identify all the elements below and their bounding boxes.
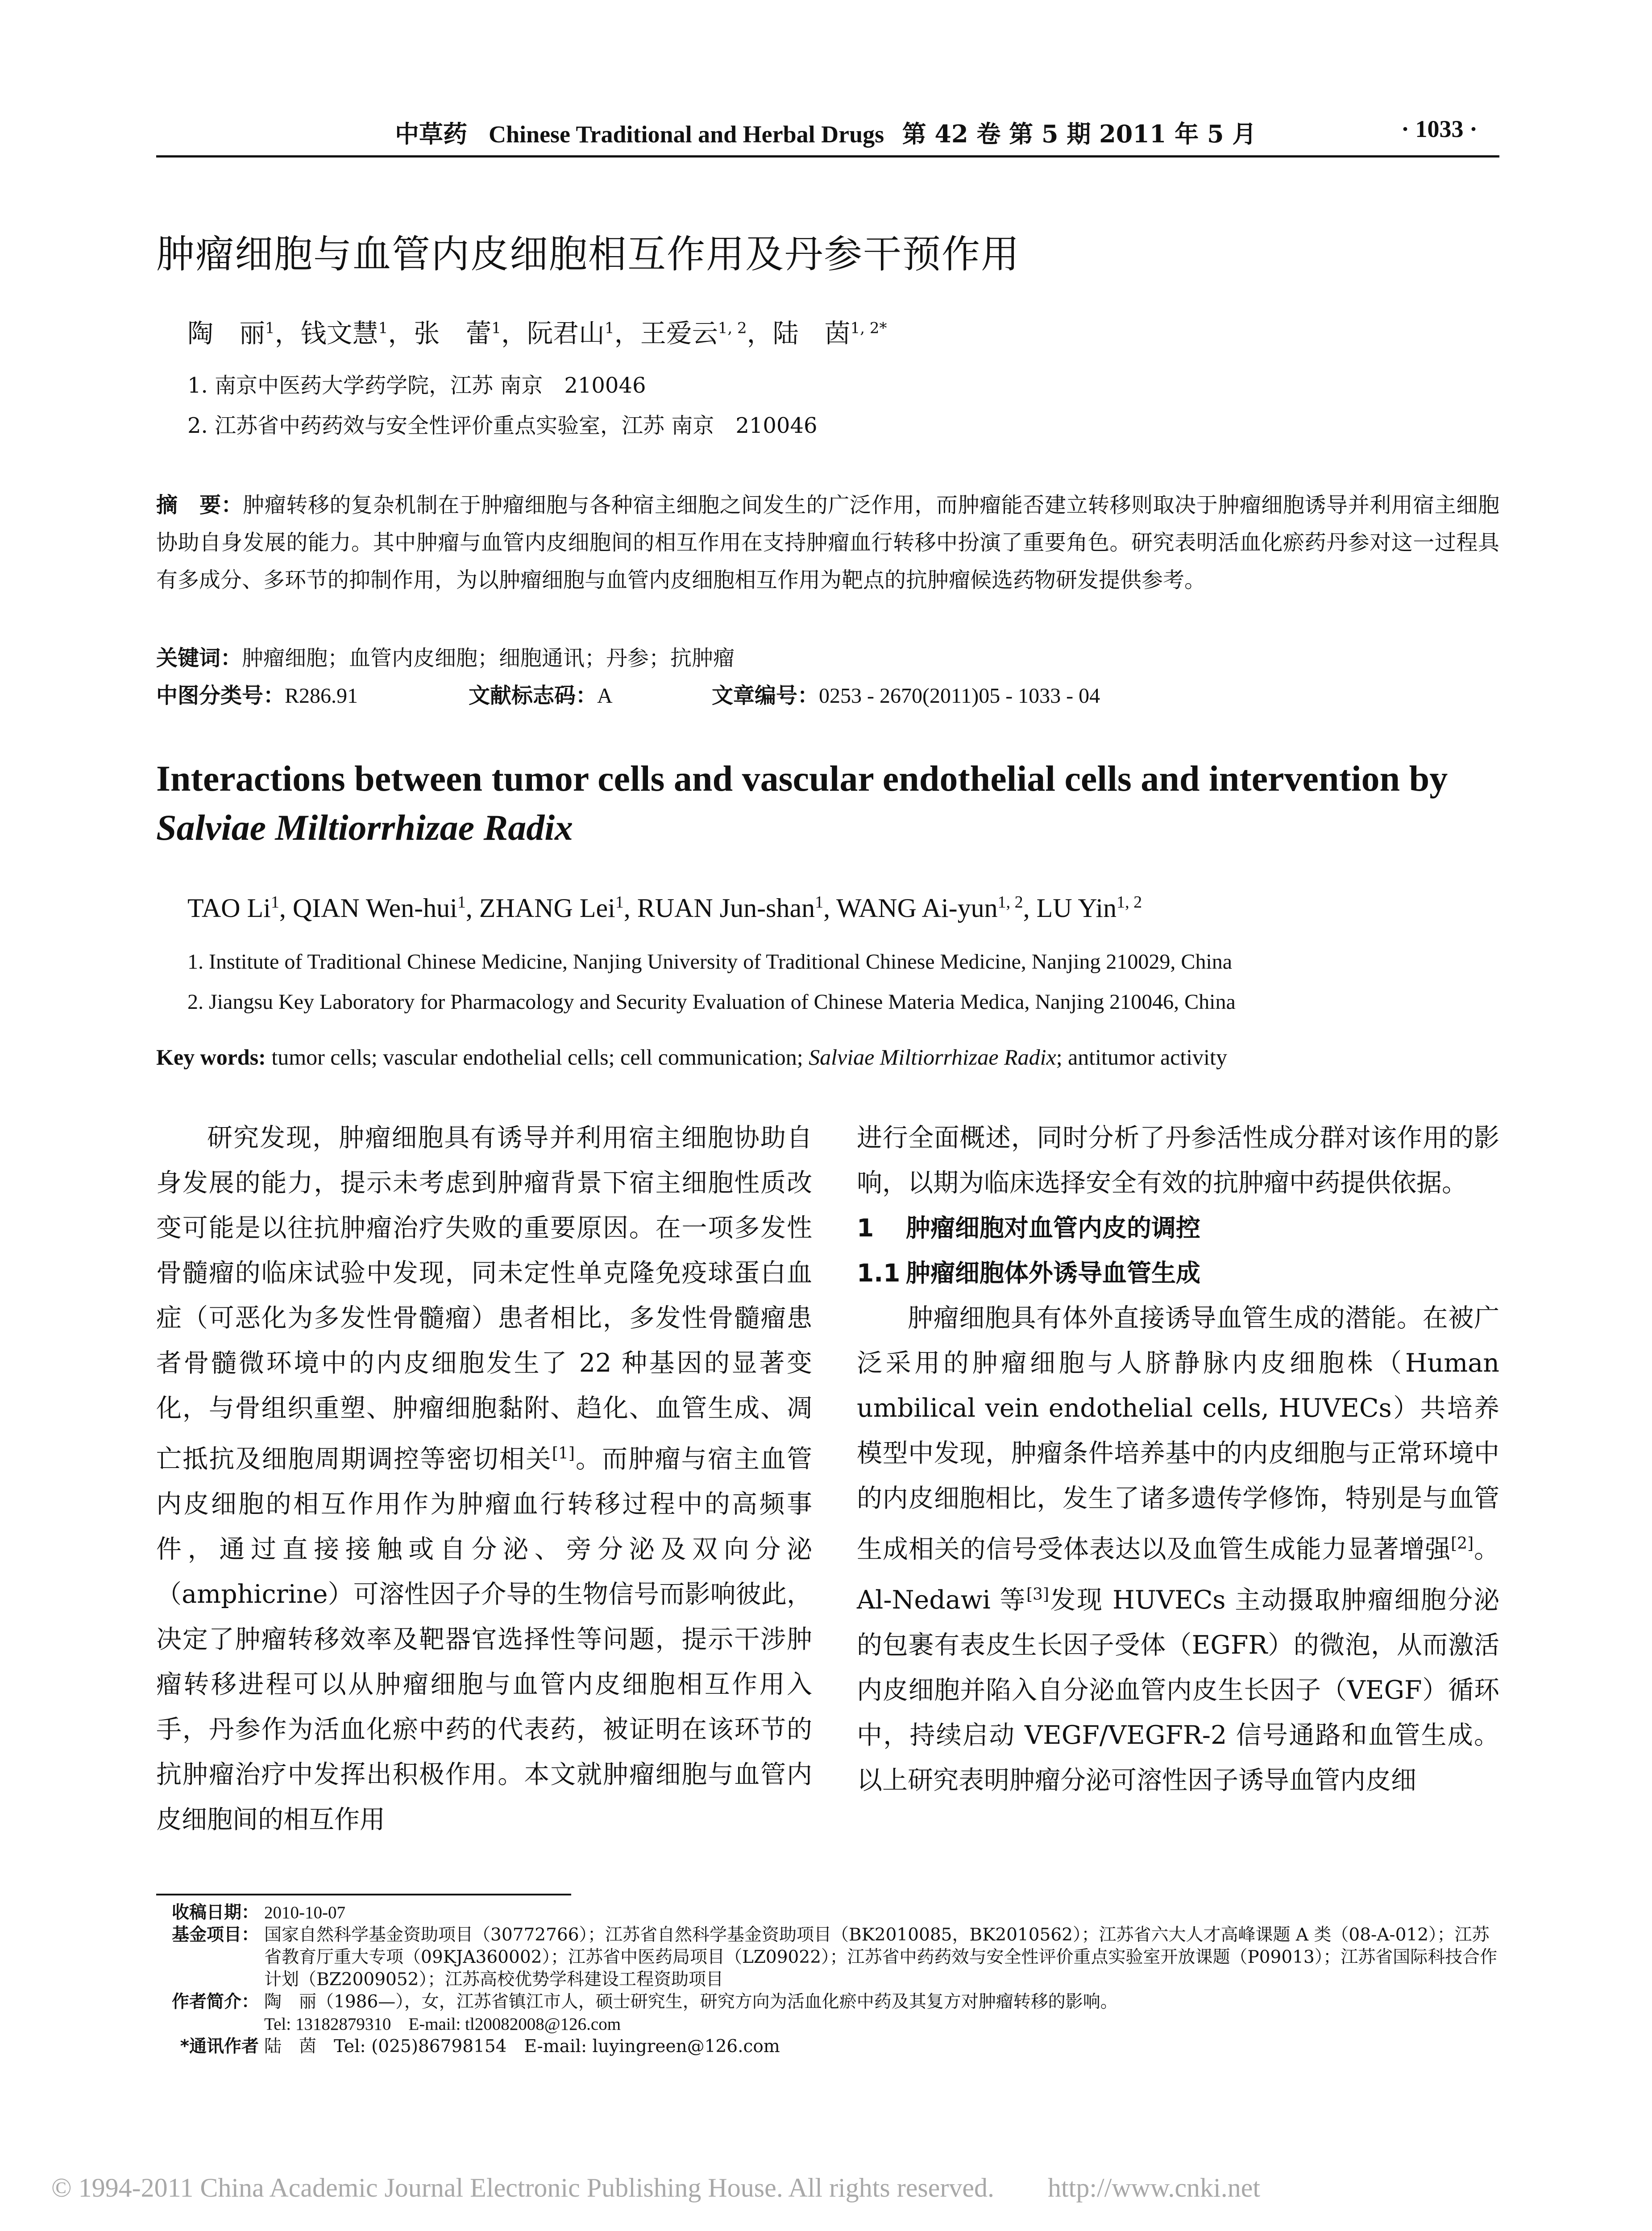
abstract-label: 摘 要： [156,493,243,518]
author-affil-sup: 1 [605,319,614,337]
author-name: 张 蕾 [414,318,492,348]
keywords-en: Key words: tumor cells; vascular endothelial cells; cell communication; Salviae Miltiorrhizae Radix; antitumor activity [156,1045,1227,1070]
footnote-funding: 基金项目： 国家自然科学基金资助项目（30772766）；江苏省自然科学基金资助项目（BK2010085，BK2010562）；江苏省六大人才高峰课题 A 类（08-A-012）；江苏省教育厅重大专项（09KJA360002）；江苏省中医药局项目（LZ09022）；江苏省中药药效与安全性评价重点实验室开放课题（P09013）；江苏省国际科技合作计划（BZ2009052）；江苏高校优势学科建设工程资助项目 [171,1925,1498,1990]
author-name: 陆 茵 [772,318,851,348]
footnotes [156,1902,1499,2058]
citation-link[interactable]: [3] [1026,1585,1049,1604]
journal-name-en [489,115,1256,149]
footnote-corresponding: *通讯作者 陆 茵 Tel: (025)86798154 E-mail: luyingreen@126.com [180,2036,780,2057]
keywords-cn [156,641,735,672]
footnote-rule [156,1894,571,1895]
author-list-cn: 陶 丽$^1$，钱文慧$^1$，张 蕾$^1$，阮君山$^1$，王爱云$^{1, 2}$，陆 茵$^{1, 2*}$ [187,318,887,348]
document-code: 文献标志码：A [469,683,613,708]
keywords-text: 肿瘤细胞；血管内皮细胞；细胞通讯；丹参；抗肿瘤 [242,646,735,671]
clc-number: 中图分类号：R286.91 [156,683,358,708]
author-affil-sup: 1 [815,893,824,912]
author-name: 钱文慧 [300,318,378,348]
body-paragraph: 研究发现，肿瘤细胞具有诱导并利用宿主细胞协助自身发展的能力，提示未考虑到肿瘤背景下宿主细胞性质改变可能是以往抗肿瘤治疗失败的重要原因。在一项多发性骨髓瘤的临床试验中发现，同未定性单克隆免疫球蛋白血症（可恶化为多发性骨髓瘤）患者相比，多发性骨髓瘤患者骨髓微环境中的内皮细胞发生了 22 种基因的显著变化，与骨组织重塑、肿瘤细胞黏附、趋化、血管生成、凋亡抵抗及细胞周期调控等密切相关[1]。而肿瘤与宿主血管内皮细胞的相互作用作为肿瘤血行转移过程中的高频事件，通过直接接触或自分泌、旁分泌及双向分泌（amphicrine）可溶性因子介导的生物信号而影响彼此，决定了肿瘤转移效率及靶器官选择性等问题，提示干涉肿瘤转移进程可以从肿瘤细胞与血管内皮细胞相互作用入手，丹参作为活血化瘀中药的代表药，被证明在该环节的抗肿瘤治疗中发挥出积极作用。本文就肿瘤细胞与血管内皮细胞间的相互作用 [156,1123,812,1834]
author-affil-sup: 1 [615,893,624,912]
footnote-received: 收稿日期： 2010-10-07 [171,1903,345,1923]
affiliation-cn-1: 1. 南京中医药大学药学院，江苏 南京 210046 [187,373,646,398]
section-heading: 1 肿瘤细胞对血管内皮的调控 [857,1214,1201,1242]
author-name: 阮君山 [527,318,605,348]
article-title-cn: 肿瘤细胞与血管内皮细胞相互作用及丹参干预作用 [156,232,1020,277]
journal-title-en: Chinese Traditional and Herbal Drugs [489,121,884,148]
abstract-text: 肿瘤转移的复杂机制在于肿瘤细胞与各种宿主细胞之间发生的广泛作用，而肿瘤能否建立转移则取决于肿瘤细胞诱导并利用宿主细胞协助自身发展的能力。其中肿瘤与血管内皮细胞间的相互作用在支持肿瘤血行转移中扮演了重要角色。研究表明活血化瘀药丹参对这一过程具有多成分、多环节的抑制作用，为以肿瘤细胞与血管内皮细胞相互作用为靶点的抗肿瘤候选药物研发提供参考。 [156,493,1499,593]
journal-name-cn: 中草药 [395,120,467,148]
author-name-en: TAO Li [187,893,271,923]
header-rule [156,155,1499,158]
keywords-label: 关键词： [156,646,242,671]
author-affil-sup: 1, 2 [718,319,747,337]
author-affil-sup: 1, 2* [850,319,887,337]
page-number: · 1033 · [1401,116,1478,142]
author-affil-sup: 1 [491,319,501,337]
affiliation-en-2: 2. Jiangsu Key Laboratory for Pharmacology and Security Evaluation of Chinese Materia Medica, Nanjing 210046, China [187,990,1236,1014]
body-paragraph: 肿瘤细胞具有体外直接诱导血管生成的潜能。在被广泛采用的肿瘤细胞与人脐静脉内皮细胞株（Human umbilical vein endothelial cells, HUVECs）共培养模型中发现，肿瘤条件培养基中的内皮细胞与正常环境中的内皮细胞相比，发生了诸多遗传学修饰，特别是与血管生成相关的信号受体表达以及血管生成能力显著增强[2]。Al-Nedawi 等[3]发现 HUVECs 主动摄取肿瘤细胞分泌的包裹有表皮生长因子受体（EGFR）的微泡，从而激活内皮细胞并陷入自分泌血管内皮生长因子（VEGF）循环中，持续启动 VEGF/VEGFR-2 信号通路和血管生成。以上研究表明肿瘤分泌可溶性因子诱导血管内皮细 [857,1303,1499,1795]
author-name-en: WANG Ai-yun [836,893,998,923]
citation-link[interactable]: [2] [1451,1534,1474,1553]
author-name-en: LU Yin [1036,893,1117,923]
author-name: 王爱云 [640,318,718,348]
author-affil-sup: 1, 2 [997,893,1023,912]
author-name-en: QIAN Wen-hui [292,893,457,923]
citation-link[interactable]: [1] [552,1444,575,1463]
author-list-en: TAO Li$^1$, QIAN Wen-hui$^1$, ZHANG Lei$^1$, RUAN Jun-shan$^1$, WANG Ai-yun$^{1, 2}$, LU Yin$^{1, 2}$ [187,893,1142,923]
author-contact: Tel: 13182879310 E-mail: tl20082008@126.com [264,2015,621,2034]
body-paragraph: 进行全面概述，同时分析了丹参活性成分群对该作用的影响，以期为临床选择安全有效的抗肿瘤中药提供依据。 [857,1123,1499,1198]
article-title-en: Interactions between tumor cells and vascular endothelial cells and intervention by Salviae Miltiorrhizae Radix [156,758,1448,848]
issue-info: 第 42 卷 第 5 期 2011 年 5 月 [902,120,1257,148]
author-affil-sup: 1 [265,319,275,337]
keywords-en-label: Key words: [156,1045,266,1070]
author-name-en: ZHANG Lei [479,893,615,923]
author-name: 陶 丽 [187,318,266,348]
copyright-notice: © 1994-2011 China Academic Journal Electronic Publishing House. All rights reserved. http://www.cnki.net [51,2173,1261,2202]
body-column-left [156,1116,812,1842]
abstract-cn [156,486,1499,599]
subsection-heading: 1.1 肿瘤细胞体外诱导血管生成 [857,1259,1201,1287]
title-en-italic: Salviae Miltiorrhizae Radix [156,807,573,848]
author-name-en: RUAN Jun-shan [637,893,815,923]
body-column-right [857,1116,1499,1803]
affiliation-cn-2: 2. 江苏省中药药效与安全性评价重点实验室，江苏 南京 210046 [187,413,818,438]
footnote-author-bio: 作者简介： 陶 丽（1986—），女，江苏省镇江市人，硕士研究生，研究方向为活血化瘀中药及其复方对肿瘤转移的影响。 Tel: 13182879310 E-mail: tl20082008@126.com [171,1992,1118,2034]
article-number: 文章编号：0253 - 2670(2011)05 - 1033 - 04 [712,683,1100,708]
author-affil-sup: 1 [378,319,388,337]
running-head [156,115,1495,151]
author-affil-sup: 1 [270,893,279,912]
author-affil-sup: 1, 2 [1117,893,1142,912]
affiliation-en-1: 1. Institute of Traditional Chinese Medicine, Nanjing University of Traditional Chinese Medicine, Nanjing 210029, China [187,950,1233,974]
author-affil-sup: 1 [457,893,466,912]
